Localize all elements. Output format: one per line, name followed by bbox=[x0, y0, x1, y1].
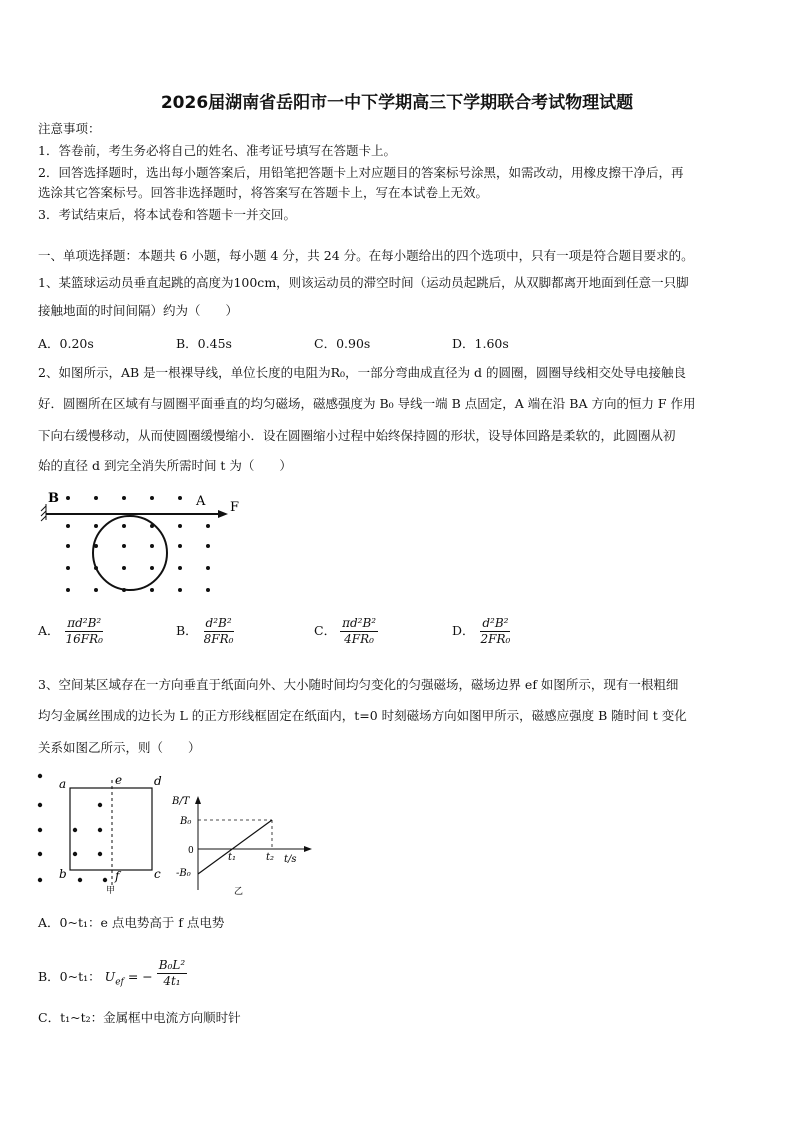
q2-stem-line3: 下向右缓慢移动，从而使圆圈缓慢缩小．设在圆圈缩小过程中始终保持圆的形状，设导体回路是柔软的，此圆圈从初 bbox=[38, 428, 676, 443]
q3-option-b-formula: $U_{ef}$ = − bbox=[104, 969, 153, 988]
q1-option-c: C．0.90s bbox=[314, 336, 371, 351]
q2-option-d: D． $\frac{\text{d²B²}}{\text{2FR₀}}$ bbox=[452, 616, 511, 646]
square-frame bbox=[70, 788, 152, 870]
force-arrow bbox=[218, 510, 228, 518]
q1-stem-line1: 1、某篮球运动员垂直起跳的高度为100cm，则该运动员的滞空时间（运动员起跳后，从双脚都离开地面到任意一只脚 bbox=[38, 275, 689, 290]
t-axis-arrow bbox=[304, 846, 312, 852]
section-heading: 一、单项选择题：本题共 6 小题，每小题 4 分，共 24 分。在每小题给出的四个选项中，只有一项是符合题目要求的。 bbox=[38, 248, 694, 263]
q3-option-a: A．0~t₁：e 点电势高于 f 点电势 bbox=[38, 915, 225, 930]
t2-tick: t₂ bbox=[266, 852, 275, 863]
q2-option-c: C． $\frac{\text{πd²B²}}{\text{4FR₀}}$ bbox=[314, 616, 377, 646]
q2-option-c-fraction: $\frac{\text{πd²B²}}{\text{4FR₀}}$ bbox=[342, 616, 377, 646]
notice-item-2-cont: 选涂其它答案标号。回答非选择题时，将答案写在答题卡上，写在本试卷上无效。 bbox=[38, 185, 489, 200]
q2-figure bbox=[38, 486, 253, 601]
caption-yi: 乙 bbox=[234, 887, 244, 897]
q1-stem-line2: 接触地面的时间间隔）约为（ ） bbox=[38, 303, 239, 318]
q1-option-b: B．0.45s bbox=[176, 336, 232, 351]
q2-option-a: A． $\frac{\text{πd²B²}}{\text{16FR₀}}$ bbox=[38, 616, 103, 646]
q2-stem-line4: 始的直径 d 到完全消失所需时间 t 为（ ） bbox=[38, 458, 292, 473]
q1-option-d: D．1.60s bbox=[452, 336, 509, 351]
q3-option-c: C．t₁~t₂：金属框中电流方向顺时针 bbox=[38, 1010, 241, 1025]
label-b: b bbox=[59, 867, 67, 881]
q3-stem-line3: 关系如图乙所示，则（ ） bbox=[38, 740, 201, 755]
field-dots-left bbox=[38, 774, 107, 882]
notice-item-3: 3．考试结束后，将本试卷和答题卡一并交回。 bbox=[38, 207, 296, 222]
q2-stem-line2: 好．圆圈所在区域有与圆圈平面垂直的均匀磁场，磁感强度为 B₀ 导线一端 B 点固定，A 端在沿 BA 方向的恒力 F 作用 bbox=[38, 396, 696, 411]
q2-option-a-fraction: $\frac{\text{πd²B²}}{\text{16FR₀}}$ bbox=[65, 616, 103, 646]
q2-option-b-fraction: $\frac{\text{d²B²}}{\text{8FR₀}}$ bbox=[203, 616, 234, 646]
q1-option-a: A．0.20s bbox=[38, 336, 94, 351]
q3-option-b: B．0~t₁： $U_{ef}$ = − $\frac{\text{B₀L²}}{\text{4t₁}}$ bbox=[38, 958, 186, 988]
label-f: F bbox=[230, 500, 240, 515]
label-e: e bbox=[115, 773, 123, 787]
label-b: B bbox=[48, 491, 59, 506]
q2-stem-line1: 2、如图所示，AB 是一根裸导线，单位长度的电阻为R₀，一部分弯曲成直径为 d 的圆圈，圆圈导线相交处导电接触良 bbox=[38, 365, 687, 380]
label-f: f bbox=[115, 869, 120, 883]
notice-item-1: 1．答卷前，考生务必将自己的姓名、准考证号填写在答题卡上。 bbox=[38, 143, 396, 158]
b-axis-arrow bbox=[195, 796, 201, 804]
q2-option-b: B． $\frac{\text{d²B²}}{\text{8FR₀}}$ bbox=[176, 616, 234, 646]
magnetic-field-dots bbox=[66, 496, 210, 592]
q3-figure-right bbox=[168, 790, 318, 900]
label-d: d bbox=[154, 774, 162, 788]
neg-b0-tick: -B₀ bbox=[176, 868, 191, 879]
q3-stem-line1: 3、空间某区域存在一方向垂直于纸面向外、大小随时间均匀变化的匀强磁场，磁场边界 ef 如图所示，现有一根粗细 bbox=[38, 677, 679, 692]
page-title: 2026届湖南省岳阳市一中下学期高三下学期联合考试物理试题 bbox=[160, 93, 634, 113]
b-vs-t-line bbox=[198, 820, 275, 874]
q3-option-b-fraction: $\frac{\text{B₀L²}}{\text{4t₁}}$ bbox=[158, 958, 186, 988]
t-axis-label: t/s bbox=[284, 854, 297, 865]
b0-tick: B₀ bbox=[180, 816, 192, 827]
q2-option-d-fraction: $\frac{\text{d²B²}}{\text{2FR₀}}$ bbox=[480, 616, 511, 646]
notice-item-2: 2．回答选择题时，选出每小题答案后，用铅笔把答题卡上对应题目的答案标号涂黑，如需改动，用橡皮擦干净后，再 bbox=[38, 165, 684, 180]
origin-tick: 0 bbox=[188, 846, 194, 856]
wall-hatch bbox=[41, 504, 46, 521]
q3-stem-line2: 均匀金属丝围成的边长为 L 的正方形线框固定在纸面内，t=0 时刻磁场方向如图甲所示，磁感应强度 B 随时间 t 变化 bbox=[38, 708, 687, 723]
y-axis-label: B/T bbox=[172, 796, 190, 807]
t1-tick: t₁ bbox=[228, 852, 237, 863]
caption-jia: 甲 bbox=[106, 886, 116, 896]
q3-figure-left bbox=[30, 768, 170, 896]
label-a: a bbox=[59, 777, 67, 791]
wire-loop bbox=[93, 516, 167, 590]
notice-heading: 注意事项： bbox=[38, 121, 101, 136]
label-a: A bbox=[196, 494, 206, 509]
label-c: c bbox=[154, 867, 161, 881]
